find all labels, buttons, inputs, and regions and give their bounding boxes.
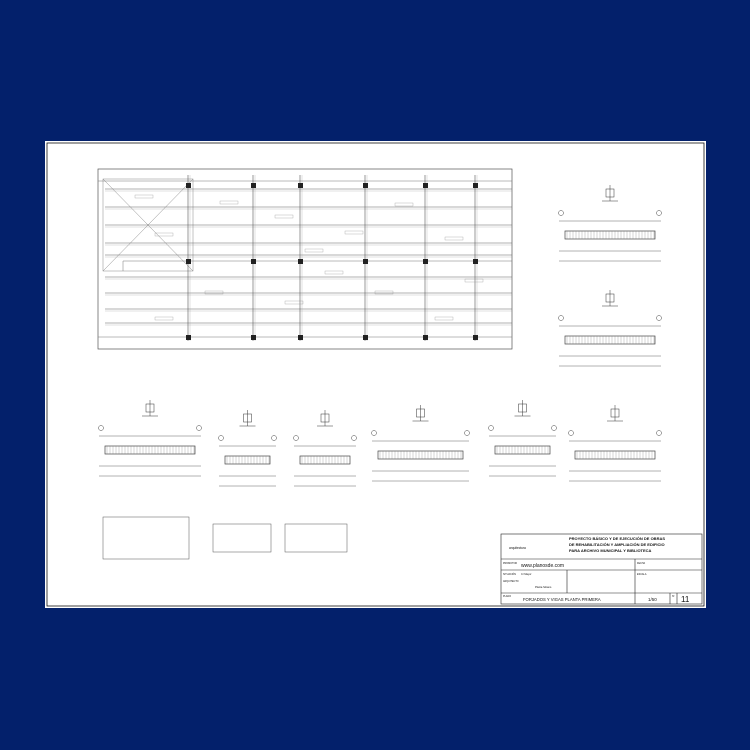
plan-title: FORJADOS Y VIGAS PLANTA PRIMERA (523, 597, 601, 602)
label-numero: Nº (672, 595, 675, 598)
label-fecha: FECHA (637, 562, 646, 565)
beam-sections (99, 185, 662, 486)
beam-section-2 (219, 410, 277, 486)
project-title-line-2: DE REHABILITACIÓN Y AMPLIACIÓN DE EDIFICIO (569, 542, 665, 547)
scale-value: 1/50 (648, 597, 657, 602)
label-situacion: SITUACIÓN (503, 573, 517, 576)
designer-name: arquitectura (509, 546, 526, 550)
project-title-line-3: PARA ARCHIVO MUNICIPAL Y BIBLIOTECA (569, 548, 652, 553)
sheet-number: 11 (681, 595, 690, 604)
address-continued: Planta Sótano (535, 586, 552, 589)
note-box-table (103, 517, 189, 559)
beam-section-5 (489, 400, 557, 476)
project-title-line-1: PROYECTO BÁSICO Y DE EJECUCIÓN DE OBRAS (569, 536, 666, 541)
beam-section-4 (372, 405, 470, 481)
drawing-sheet (45, 141, 706, 608)
address-prefix: C/ Mayor (521, 573, 532, 576)
label-plano: PLANO (503, 595, 512, 598)
beam-section-7 (559, 185, 662, 261)
website: www.planosde.com (521, 563, 565, 569)
beam-section-1 (99, 400, 202, 476)
label-escala: ESCALA (637, 573, 647, 576)
beam-section-6 (569, 405, 662, 481)
beam-section-8 (559, 290, 662, 366)
label-promotor: PROMOTOR (503, 562, 518, 565)
note-box-portico-2 (285, 524, 347, 552)
drawing-canvas (45, 141, 706, 608)
label-arquitecto: ARQUITECTO (503, 580, 519, 583)
floor-plan (98, 169, 512, 349)
notes-area (103, 517, 347, 559)
beam-section-3 (294, 410, 357, 486)
note-box-portico-1 (213, 524, 271, 552)
